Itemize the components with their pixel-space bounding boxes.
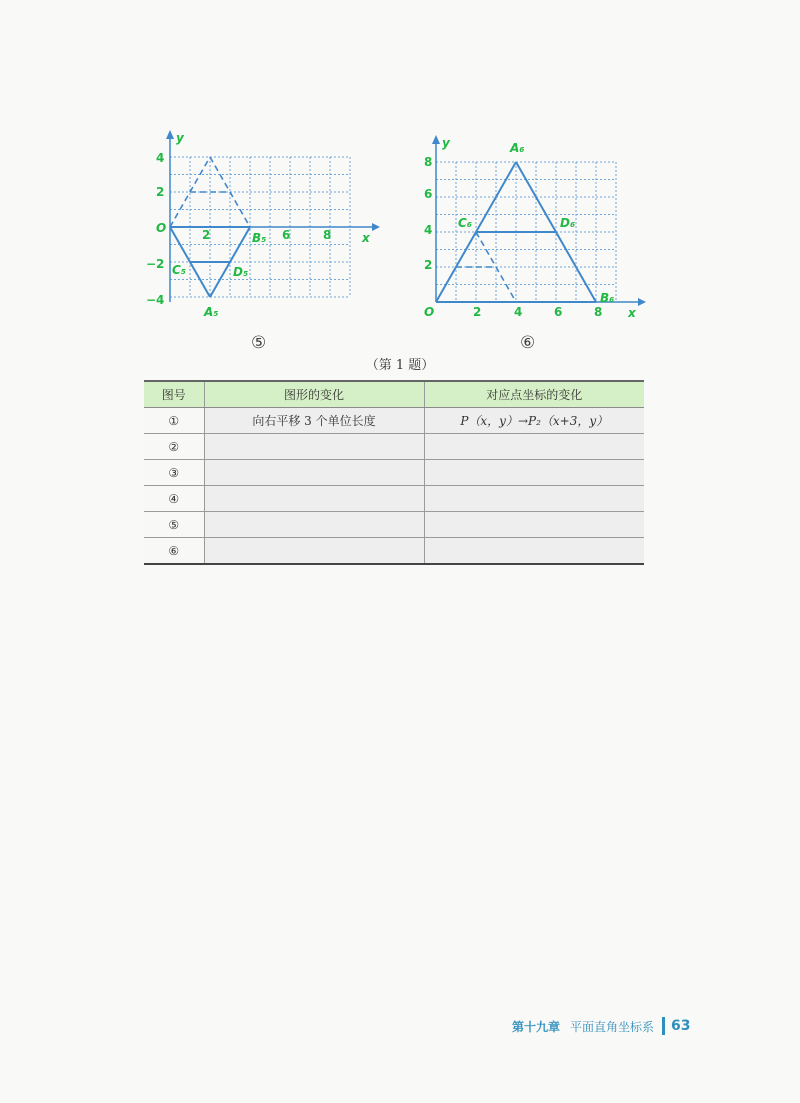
point-label-b5: B₅ [252,231,267,245]
y-tick-label: 2 [156,185,165,199]
x-tick-label: 4 [514,305,523,319]
section-title: 平面直角坐标系 [570,1019,655,1034]
table-row [144,434,644,460]
x-tick-label: 6 [554,305,563,319]
shape-change-cell[interactable] [204,512,424,538]
point-label-b6: B₆ [600,291,615,305]
shape-change-cell[interactable] [204,434,424,460]
figure-number-cell: ④ [144,486,204,512]
x-tick-label: 2 [202,228,211,242]
y-tick-label: −2 [146,257,165,271]
point-label-a5: A₅ [204,305,219,319]
origin-label: O [424,305,435,319]
x-axis-label: x [628,306,636,320]
figure-number-cell: ② [144,434,204,460]
figure-number-cell: ① [144,408,204,434]
shape-change-cell[interactable] [204,486,424,512]
x-axis-label: x [362,231,370,245]
y-axis-arrow-icon [432,135,440,144]
figure-number-6: ⑥ [520,333,536,353]
figure-number-cell: ⑤ [144,512,204,538]
origin-label: O [156,221,167,235]
shape-change-cell[interactable] [204,538,424,565]
x-tick-label: 8 [323,228,332,242]
figure-number-5: ⑤ [251,333,267,353]
point-label-c6: C₆ [458,216,473,230]
coordinate-change-cell: P（x，y）→P₂（x+3，y） [424,408,644,434]
coordinate-change-cell[interactable] [424,486,644,512]
y-axis-label: y [176,131,184,145]
coordinate-change-cell[interactable] [424,434,644,460]
header-figure-number: 图号 [144,381,204,408]
coordinate-change-cell[interactable] [424,512,644,538]
y-axis-arrow-icon [166,130,174,139]
point-label-d6: D₆ [560,216,576,230]
table-row [144,512,644,538]
table-row [144,408,644,434]
y-tick-label: 2 [424,258,433,272]
page-footer [512,1016,691,1036]
x-tick-label: 6 [282,228,291,242]
y-tick-label: 6 [424,187,433,201]
figure-caption: （第 1 题） [365,358,435,373]
point-label-c5: C₅ [172,263,187,277]
y-axis-label: y [442,136,450,150]
y-tick-label: 8 [424,155,433,169]
y-tick-label: −4 [146,293,165,307]
x-axis-arrow-icon [372,223,380,231]
table-row [144,486,644,512]
y-tick-label: 4 [156,151,165,165]
page-number: 63 [671,1018,691,1034]
x-tick-label: 8 [594,305,603,319]
chapter-label: 第十九章 [512,1019,561,1034]
figure-number-cell: ⑥ [144,538,204,565]
coordinate-change-cell[interactable] [424,460,644,486]
x-axis-arrow-icon [638,298,646,306]
coordinate-figure-5 [140,120,380,320]
footer-divider [662,1017,665,1035]
coordinate-change-cell[interactable] [424,538,644,565]
point-label-d5: D₅ [233,265,249,279]
x-tick-label: 2 [473,305,482,319]
transformation-table [144,380,644,565]
header-shape-change: 图形的变化 [204,381,424,408]
point-label-a6: A₆ [510,141,525,155]
table-header-row [144,381,644,408]
table-row [144,538,644,565]
table-row [144,460,644,486]
coordinate-figure-6 [410,135,650,325]
figure-number-cell: ③ [144,460,204,486]
shape-change-cell: 向右平移 3 个单位长度 [204,408,424,434]
shape-change-cell[interactable] [204,460,424,486]
header-coordinate-change: 对应点坐标的变化 [424,381,644,408]
y-tick-label: 4 [424,223,433,237]
